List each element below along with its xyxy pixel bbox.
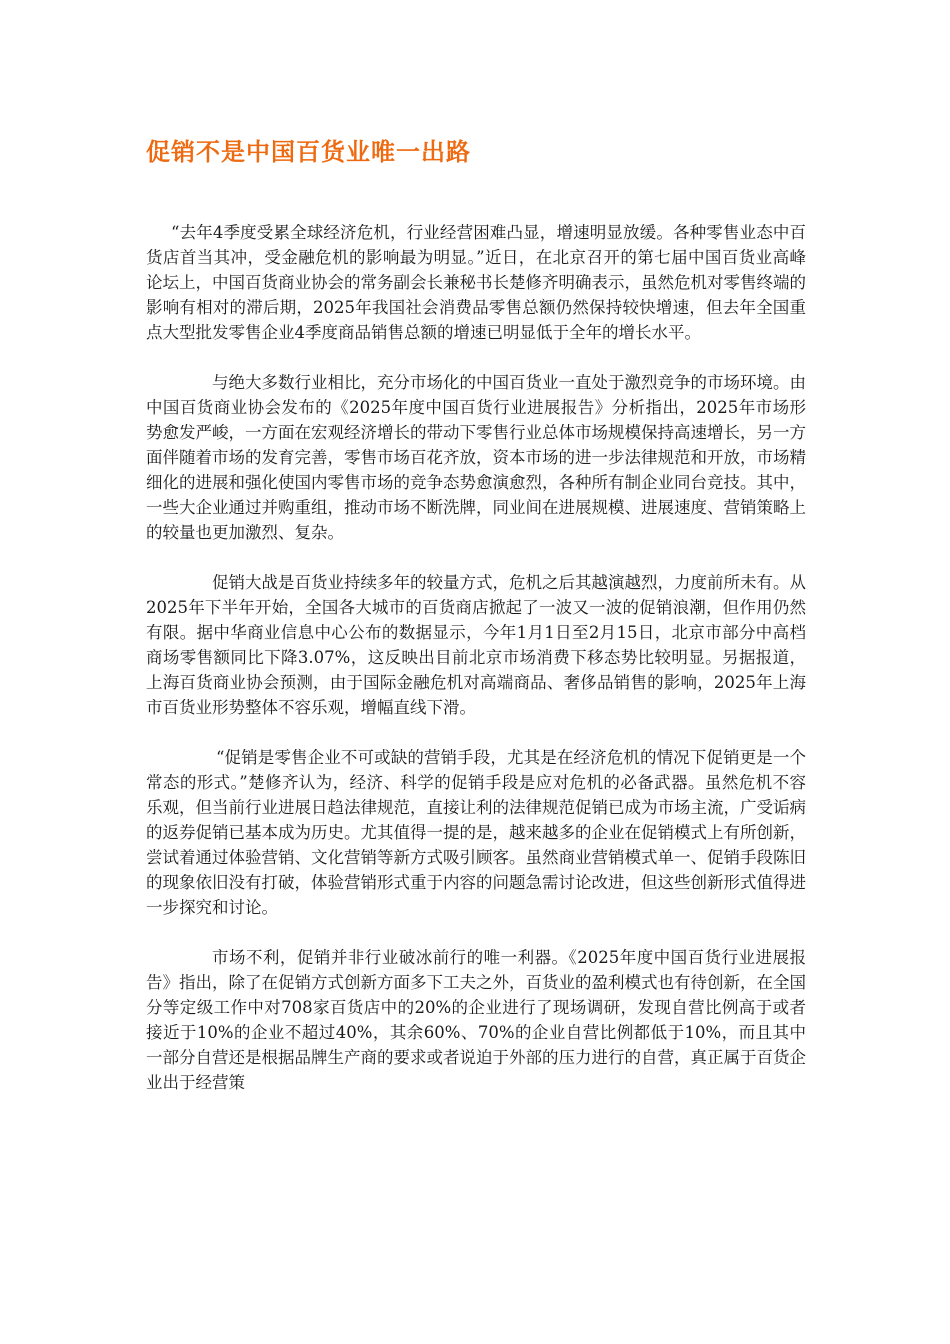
paragraph-2: 与绝大多数行业相比，充分市场化的中国百货业一直处于激烈竞争的市场环境。由中国百货商业协会发布的《2025年度中国百货行业进展报告》分析指出，2025年市场形势愈发严峻，一方面在宏观经济增长的带动下零售行业总体市场规模保持高速增长，另一方面伴随着市场的发育完善，零售市场百花齐放，资本市场的进一步法律规范和开放，市场精细化的进展和强化使国内零售市场的竞争态势愈演愈烈，各种所有制企业同台竞技。其中，一些大企业通过并购重组，推动市场不断洗牌，同业间在进展规模、进展速度、营销策略上的较量也更加激烈、复杂。 <box>146 373 806 542</box>
paragraph-3: 促销大战是百货业持续多年的较量方式，危机之后其越演越烈，力度前所未有。从2025年下半年开始，全国各大城市的百货商店掀起了一波又一波的促销浪潮，但作用仍然有限。据中华商业信息中心公布的数据显示，今年1月1日至2月15日，北京市部分中高档商场零售额同比下降3.07%，这反映出目前北京市场消费下移态势比较明显。另据报道，上海百货商业协会预测，由于国际金融危机对高端商品、奢侈品销售的影响，2025年上海市百货业形势整体不容乐观，增幅直线下滑。 <box>146 573 806 717</box>
article-body <box>146 220 806 1120</box>
paragraph-5: 市场不利，促销并非行业破冰前行的唯一利器。《2025年度中国百货行业进展报告》指出，除了在促销方式创新方面多下工夫之外，百货业的盈利模式也有待创新，在全国分等定级工作中对708家百货店中的20%的企业进行了现场调研，发现自营比例高于或者接近于10%的企业不超过40%，其余60%、70%的企业自营比例都低于10%，而且其中一部分自营还是根据品牌生产商的要求或者说迫于外部的压力进行的自营，真正属于百货企业出于经营策 <box>146 948 806 1092</box>
paragraph-4: “促销是零售企业不可或缺的营销手段，尤其是在经济危机的情况下促销更是一个常态的形式。”楚修齐认为，经济、科学的促销手段是应对危机的必备武器。虽然危机不容乐观，但当前行业进展日趋法律规范，直接让利的法律规范促销已成为市场主流，广受诟病的返券促销已基本成为历史。尤其值得一提的是，越来越多的企业在促销模式上有所创新，尝试着通过体验营销、文化营销等新方式吸引顾客。虽然商业营销模式单一、促销手段陈旧的现象依旧没有打破，体验营销形式重于内容的问题急需讨论改进，但这些创新形式值得进一步探究和讨论。 <box>146 748 806 917</box>
article-title: 促销不是中国百货业唯一出路 <box>146 138 471 166</box>
paragraph-1: “去年4季度受累全球经济危机，行业经营困难凸显，增速明显放缓。各种零售业态中百货店首当其冲，受金融危机的影响最为明显。”近日，在北京召开的第七届中国百货业高峰论坛上，中国百货商业协会的常务副会长兼秘书长楚修齐明确表示，虽然危机对零售终端的影响有相对的滞后期，2025年我国社会消费品零售总额仍然保持较快增速，但去年全国重点大型批发零售企业4季度商品销售总额的增速已明显低于全年的增长水平。 <box>146 223 806 342</box>
